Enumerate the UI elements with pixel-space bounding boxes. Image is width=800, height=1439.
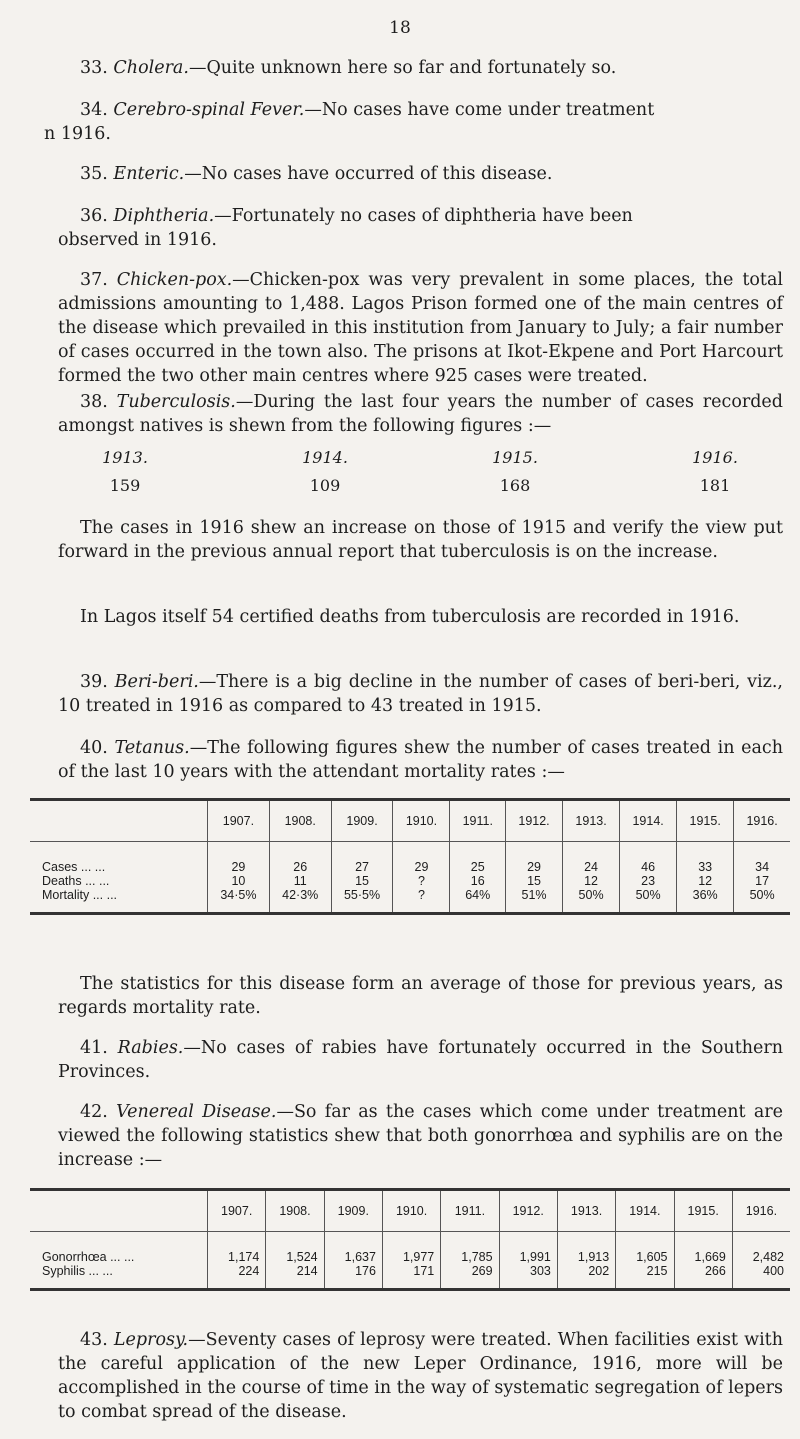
section-39-beri-beri: 39. Beri-beri.—There is a big decline in the number of cases of beri-beri, viz., 10 treated in 1916 as compared to 43 treated in 1915.: [58, 672, 783, 716]
table-row: Cases ... ... 29 26 27 29 25 29 24 46 33 34: [30, 842, 790, 875]
year-header: 1914.: [616, 1190, 674, 1232]
year-header: 1913.: [557, 1190, 615, 1232]
year-header: 1909.: [324, 1190, 382, 1232]
row-label: Cases ... ...: [42, 860, 106, 874]
section-title: Enteric.: [113, 164, 185, 184]
table-row: Mortality ... ... 34·5% 42·3% 55·5% ? 64% 51% 50% 50% 36% 50%: [30, 888, 790, 914]
tuberculosis-increase-paragraph: The cases in 1916 shew an increase on those of 1915 and verify the view put forward in the previous annual report that tuberculosis is on the increase.: [58, 518, 783, 562]
section-43-leprosy: 43. Leprosy.—Seventy cases of leprosy were treated. When facilities exist with the careful application of the new Leper Ordinance, 1916, more will be accomplished in the course of time in the way of systematic segregation of lepers to combat spread of the disease.: [58, 1330, 783, 1422]
table-row: Gonorrhœa ... ... 1,174 1,524 1,637 1,977 1,785 1,991 1,913 1,605 1,669 2,482: [30, 1232, 790, 1265]
section-35-enteric: 35. Enteric.—No cases have occurred of this disease.: [80, 164, 553, 184]
year-header: 1907.: [208, 1190, 266, 1232]
tetanus-table: [30, 798, 790, 915]
section-41-rabies: 41. Rabies.—No cases of rabies have fortunately occurred in the Southern Provinces.: [58, 1038, 783, 1082]
section-title: Chicken-pox.: [116, 270, 233, 290]
row-label: Syphilis ... ...: [30, 1264, 208, 1290]
section-37-chicken-pox: 37. Chicken-pox.—Chicken-pox was very prevalent in some places, the total admissions amounting to 1,488. Lagos Prison formed one of the main centres of the disease which prevailed in this institution from January to July; a fair number of cases occurred in the town also. The prisons at Ikot-Ekpene and Port Harcourt formed the two other main centres where 925 cases were treated.: [58, 270, 783, 386]
year-header: 1910.: [382, 1190, 440, 1232]
page-number: 18: [389, 18, 411, 38]
tetanus-statistics-paragraph: The statistics for this disease form an average of those for previous years, as regards mortality rate.: [58, 974, 783, 1018]
year-header: 1913.: [563, 800, 620, 842]
section-title: Cholera.: [113, 58, 189, 78]
section-title: Leprosy.: [113, 1330, 189, 1350]
tuberculosis-lagos-paragraph: In Lagos itself 54 certified deaths from tuberculosis are recorded in 1916.: [80, 607, 740, 627]
row-label: Gonorrhœa ... ...: [42, 1250, 135, 1264]
year-header: 1911.: [441, 1190, 499, 1232]
year-header: 1910.: [393, 800, 450, 842]
section-33-cholera: 33. Cholera.—Quite unknown here so far and fortunately so.: [80, 58, 617, 78]
year-header: 1916.: [732, 1190, 790, 1232]
year-header: 1911.: [450, 800, 506, 842]
year-header: 1907.: [208, 800, 270, 842]
section-title: Tuberculosis.: [116, 392, 236, 412]
year-header: 1909.: [331, 800, 393, 842]
year-header: 1915.: [674, 1190, 732, 1232]
year-header: 1908.: [266, 1190, 324, 1232]
year-header: 1915.: [677, 800, 734, 842]
section-36-diphtheria: 36. Diphtheria.—Fortunately no cases of diphtheria have been observed in 1916.: [58, 206, 633, 250]
row-label: Mortality ... ...: [30, 888, 208, 914]
table-header-row: [30, 800, 790, 842]
table-row: Deaths ... ... 10 11 15 ? 16 15 12 23 12 17: [30, 874, 790, 888]
section-title: Beri-beri.: [114, 672, 199, 692]
venereal-table: [30, 1188, 790, 1291]
table-row: Syphilis ... ... 224 214 176 171 269 303 202 215 266 400: [30, 1264, 790, 1290]
table-header-row: [30, 1190, 790, 1232]
section-title: Rabies.: [117, 1038, 184, 1058]
section-42-venereal: 42. Venereal Disease.—So far as the cases which come under treatment are viewed the following statistics shew that both gonorrhœa and syphilis are on the increase :—: [58, 1102, 783, 1170]
section-title: Cerebro-spinal Fever.: [113, 100, 305, 120]
year-header: 1908.: [269, 800, 331, 842]
section-38-tuberculosis: 38. Tuberculosis.—During the last four years the number of cases recorded amongst natives is shewn from the following figures :—: [58, 392, 783, 436]
year-header: 1916.: [734, 800, 790, 842]
year-header: 1912.: [499, 1190, 557, 1232]
year-header: 1912.: [506, 800, 563, 842]
section-title: Venereal Disease.: [116, 1102, 277, 1122]
year-header: 1914.: [620, 800, 677, 842]
row-label: Deaths ... ...: [42, 874, 110, 888]
document-page: 18 33. Cholera.—Quite unknown here so far and fortunately so. 34. Cerebro-spinal Fever.—No cases have come under treatment n 1916. 35. Enteric.—No cases have occurred of this disease. 36. Diphtheria.—Fortunately no cases of diphtheria have been observed in 1916. 37. Chicken-pox.—Chicken-pox was very prevalent in some places, the total admissions amounting to 1,488. Lagos Prison formed one of the main centres of the disease which prevailed in this institution from January to July; a fair number of cases occurred in the town also. The prisons at Ikot-Ekpene and Port Harcourt formed the two other main centres where 925 cases were treated. 38. Tuberculosis.—During the last four years the number of cases recorded amongst natives is shewn from the following figures :— 1913. 1914. 1915. 1916. 159 109 168 181 The cases in 1916 shew an increase on those of 1915 and verify the view put forward in the previous annual report that tuberculosis is on the increase. In Lagos itself 54 certified deaths from tuberculosis are recorded in 1916. 39. Beri-beri.—There is a big decline in the number of cases of beri-beri, viz., 10 treated in 1916 as compared to 43 treated in 1915. 40. Tetanus.—The following figures shew the number of cases treated in each of the last 10 years with the attendant mortality rates :— 1907. 1908. 1909. 1910. 1911. 1912. 1913. 1914. 1915. 1916. Cases ... ... 29 26 27 29 25 29 24 46 33 34 Deaths ... ... 10 11 15 ? 16 15 12 23 12 17 Mortality ... ... 34·5% 42·3% 55·5% ? 64% 51% 50% 50% 36% 50% The statistics for this disease form an average of those for previous years, as regards mortality rate. 41. Rabies.—No cases of rabies have fortunately occurred in the Southern Provinces. 42. Venereal Disease.—So far as the cases which come under treatment are viewed the following statistics shew that both gonorrhœa and syphilis are on the increase :— 1907. 1908. 1909. 1910. 1911. 1912. 1913. 1914. 1915. 1916. Gonorrhœa ... ... 1,174 1,524 1,637 1,977 1,785 1,991 1,913 1,605 1,669 2,482 Syphilis ... ... 224 214 176 171 269 303 202 215 266 400 43. Leprosy.—Seventy cases of leprosy were treated. When facilities exist with the careful application of the new Leper Ordinance, 1916, more will be accomplished in the course of time in the way of systematic segregation of lepers to combat spread of the disease.: [0, 0, 800, 1439]
section-title: Tetanus.: [114, 738, 190, 758]
section-40-tetanus: 40. Tetanus.—The following figures shew the number of cases treated in each of the last 10 years with the attendant mortality rates :—: [58, 738, 783, 782]
section-title: Diphtheria.: [113, 206, 215, 226]
section-34-cerebro-spinal: 34. Cerebro-spinal Fever.—No cases have come under treatment n 1916.: [44, 100, 655, 144]
